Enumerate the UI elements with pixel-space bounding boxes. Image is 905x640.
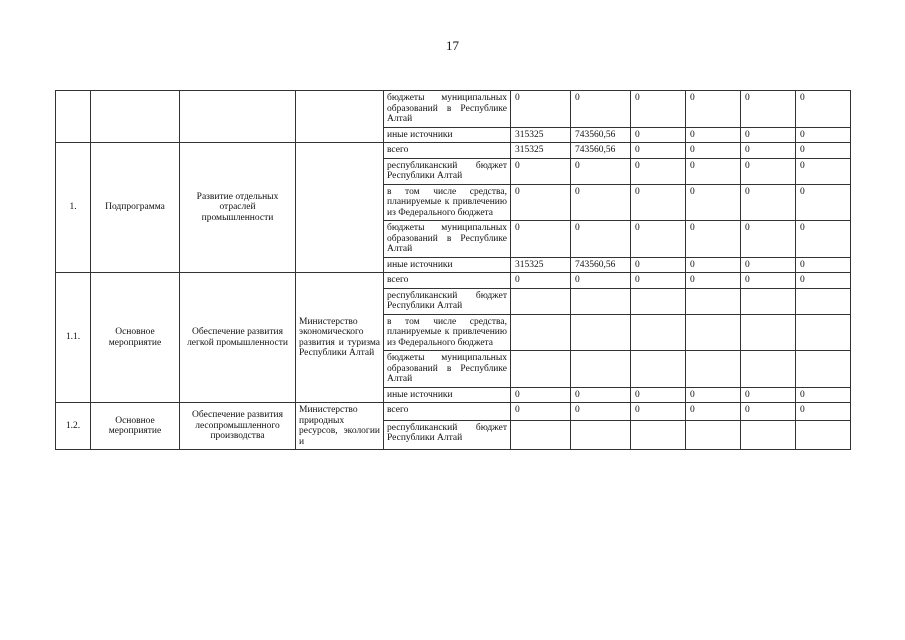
cell-blank xyxy=(180,91,296,143)
value-cell: 0 xyxy=(686,387,741,403)
value-cell: 0 xyxy=(571,273,631,289)
source-label: бюджеты муниципальных образований в Республике Алтай xyxy=(384,91,511,128)
value-cell: 0 xyxy=(741,91,796,128)
value-cell: 743560,56 xyxy=(571,127,631,143)
value-cell: 0 xyxy=(686,127,741,143)
value-cell: 0 xyxy=(511,403,571,421)
value-cell: 0 xyxy=(686,91,741,128)
item-executor: Министерство экономического развития и туризма Республики Алтай xyxy=(296,273,384,403)
value-cell: 0 xyxy=(796,387,851,403)
item-name: Обеспечение развития лесопромышленного производства xyxy=(180,403,296,450)
value-cell: 0 xyxy=(686,143,741,159)
value-cell: 0 xyxy=(796,403,851,421)
value-cell: 0 xyxy=(741,127,796,143)
value-cell: 0 xyxy=(796,184,851,221)
item-kind: Основное мероприятие xyxy=(91,273,180,403)
value-cell: 0 xyxy=(511,273,571,289)
source-label: всего xyxy=(384,143,511,159)
value-cell xyxy=(796,314,851,351)
item-executor xyxy=(296,143,384,273)
value-cell xyxy=(511,351,571,388)
value-cell: 0 xyxy=(631,127,686,143)
value-cell: 0 xyxy=(571,387,631,403)
value-cell: 0 xyxy=(511,221,571,258)
value-cell xyxy=(511,420,571,449)
value-cell: 0 xyxy=(796,158,851,184)
value-cell xyxy=(571,288,631,314)
value-cell xyxy=(686,420,741,449)
value-cell xyxy=(631,314,686,351)
value-cell: 743560,56 xyxy=(571,257,631,273)
value-cell xyxy=(741,351,796,388)
value-cell: 315325 xyxy=(511,257,571,273)
source-label: республиканский бюджет Республики Алтай xyxy=(384,158,511,184)
value-cell: 0 xyxy=(571,403,631,421)
value-cell: 0 xyxy=(631,387,686,403)
value-cell xyxy=(631,288,686,314)
value-cell xyxy=(571,314,631,351)
value-cell xyxy=(741,288,796,314)
value-cell xyxy=(686,351,741,388)
source-label: республиканский бюджет Республики Алтай xyxy=(384,288,511,314)
cell-blank xyxy=(91,91,180,143)
source-label: в том числе средства, планируемые к привлечению из Федерального бюджета xyxy=(384,314,511,351)
item-name: Развитие отдельных отраслей промышленности xyxy=(180,143,296,273)
value-cell: 0 xyxy=(511,184,571,221)
value-cell: 0 xyxy=(631,184,686,221)
value-cell: 0 xyxy=(686,158,741,184)
value-cell: 0 xyxy=(796,127,851,143)
value-cell: 0 xyxy=(686,257,741,273)
value-cell: 743560,56 xyxy=(571,143,631,159)
table-row xyxy=(56,403,851,421)
value-cell: 0 xyxy=(571,91,631,128)
value-cell: 0 xyxy=(631,273,686,289)
value-cell: 0 xyxy=(741,184,796,221)
value-cell: 0 xyxy=(741,158,796,184)
item-name: Обеспечение развития легкой промышленности xyxy=(180,273,296,403)
value-cell: 0 xyxy=(796,221,851,258)
source-label: иные источники xyxy=(384,127,511,143)
value-cell xyxy=(741,314,796,351)
source-label: в том числе средства, планируемые к привлечению из Федерального бюджета xyxy=(384,184,511,221)
value-cell: 0 xyxy=(686,184,741,221)
value-cell: 0 xyxy=(571,158,631,184)
value-cell: 315325 xyxy=(511,143,571,159)
value-cell: 0 xyxy=(686,403,741,421)
table-row xyxy=(56,273,851,289)
value-cell: 0 xyxy=(741,273,796,289)
value-cell xyxy=(796,420,851,449)
source-label: республиканский бюджет Республики Алтай xyxy=(384,420,511,449)
value-cell: 0 xyxy=(741,403,796,421)
value-cell: 0 xyxy=(631,403,686,421)
table-row xyxy=(56,91,851,128)
value-cell xyxy=(796,351,851,388)
value-cell: 0 xyxy=(631,257,686,273)
value-cell xyxy=(796,288,851,314)
value-cell: 0 xyxy=(631,158,686,184)
value-cell: 315325 xyxy=(511,127,571,143)
value-cell xyxy=(571,351,631,388)
value-cell: 0 xyxy=(571,221,631,258)
source-label: всего xyxy=(384,403,511,421)
value-cell xyxy=(631,351,686,388)
value-cell: 0 xyxy=(741,143,796,159)
value-cell: 0 xyxy=(686,221,741,258)
value-cell: 0 xyxy=(571,184,631,221)
value-cell: 0 xyxy=(741,221,796,258)
value-cell xyxy=(686,288,741,314)
value-cell: 0 xyxy=(631,91,686,128)
value-cell: 0 xyxy=(741,257,796,273)
item-number: 1.2. xyxy=(56,403,91,450)
item-kind: Подпрограмма xyxy=(91,143,180,273)
value-cell: 0 xyxy=(511,158,571,184)
value-cell: 0 xyxy=(796,257,851,273)
value-cell xyxy=(571,420,631,449)
source-label: всего xyxy=(384,273,511,289)
value-cell: 0 xyxy=(796,143,851,159)
table-row xyxy=(56,143,851,159)
value-cell: 0 xyxy=(631,143,686,159)
value-cell xyxy=(686,314,741,351)
value-cell xyxy=(511,314,571,351)
item-number: 1.1. xyxy=(56,273,91,403)
item-number: 1. xyxy=(56,143,91,273)
source-label: бюджеты муниципальных образований в Республике Алтай xyxy=(384,351,511,388)
value-cell: 0 xyxy=(796,91,851,128)
page-number: 17 xyxy=(446,38,459,53)
value-cell: 0 xyxy=(796,273,851,289)
source-label: бюджеты муниципальных образований в Республике Алтай xyxy=(384,221,511,258)
value-cell: 0 xyxy=(511,91,571,128)
item-executor: Министерство природных ресурсов, экологии и xyxy=(296,403,384,450)
value-cell: 0 xyxy=(511,387,571,403)
funding-table xyxy=(55,90,851,450)
cell-blank xyxy=(296,91,384,143)
source-label: иные источники xyxy=(384,387,511,403)
source-label: иные источники xyxy=(384,257,511,273)
value-cell: 0 xyxy=(631,221,686,258)
value-cell: 0 xyxy=(741,387,796,403)
item-kind: Основное мероприятие xyxy=(91,403,180,450)
value-cell: 0 xyxy=(686,273,741,289)
value-cell xyxy=(631,420,686,449)
cell-blank xyxy=(56,91,91,143)
value-cell xyxy=(741,420,796,449)
value-cell xyxy=(511,288,571,314)
